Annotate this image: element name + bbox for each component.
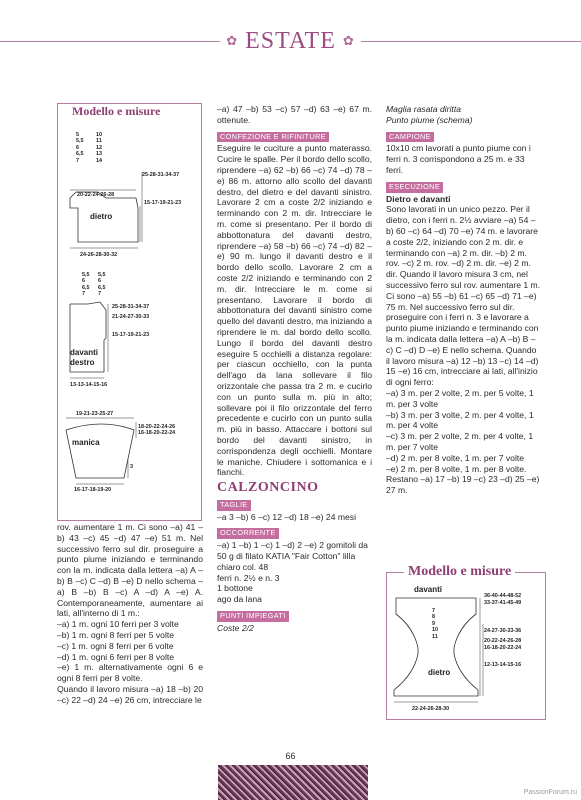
occorrente-line-1: –a) 1 –b) 1 –c) 1 –d) 2 –e) 2 gomitoli da 50 g di filato KATIA "Fair Cotton" lilla chiaro col. 48 <box>217 540 368 572</box>
page-header <box>0 0 581 60</box>
page-title <box>0 28 581 55</box>
schema-davanti-bottom: 13-13-14-15-16 <box>70 382 108 388</box>
section-label-confezione: CONFEZIONE E RIFINITURE <box>217 132 329 143</box>
esecuzione-text: Sono lavorati in un unico pezzo. Per il dietro, con i ferri n. 2½ avviare –a) 54 –b) 60 –c) 64 –d) 70 –e) 74 m. e lavorare a coste 2/2, iniziando con 2 m. dir. e terminando con –a) 2 m. dir. –b) 2 m. rov. –c) 2 m. rov. –d) 2 m. dir. –e) 2 m. dir. Quando il lavoro misura 3 cm, nel successivo ferro sul rov. aumentare 1 m. Ci sono –a) 55 –b) 61 –c) 65 –d) 71 –e) 75 m. Nel successivo ferro sul dir. proseguire con i ferri n. 3 e lavorare a punto piume iniziando e terminando con la m. indicata dalla lettera –a) A –b) B –c) C –d) D –e) E nello schema. Quando il lavoro misura –a) 12 –b) 13 –c) 14 –d) 15 –e) 16 cm, intrecciare ai lati, all'inizio di ogni ferro: <box>386 204 541 388</box>
schema-manica-bottom: 16-17-18-19-20 <box>74 487 112 493</box>
schema-davanti-r3: 15-17-19-21-23 <box>112 332 150 338</box>
schema-calz-r6: 12-13-14-15-16 <box>484 662 522 668</box>
schema-davanti-col2: 5,5 6 6,5 7 <box>98 272 106 298</box>
schema-calz-r1: 36-40-44-48-52 <box>484 593 522 599</box>
schema-dietro-bottom: 24-26-28-30-32 <box>80 252 118 258</box>
schema-calz-r5: 16-18-20-22-24 <box>484 645 522 651</box>
left-text-e: –e) 1 m. alternativamente ogni 6 e ogni 8 ferri per 8 volte. <box>57 662 203 684</box>
step-d: –d) 2 m. per 8 volte, 1 m. per 7 volte <box>386 452 525 463</box>
campione-text: 10x10 cm lavorati a punto piume con i ferri n. 3 corrispondono a 25 m. e 33 ferri. <box>386 143 531 175</box>
section-label-occorrente: OCCORRENTE <box>217 528 279 539</box>
step-b: –b) 3 m. per 3 volte, 2 m. per 4 volte, 1 m. per 4 volte <box>386 409 534 431</box>
schema-calz-r3: 24-27-30-33-36 <box>484 628 522 634</box>
left-text-intro: rov. aumentare 1 m. Ci sono –a) 41 –b) 43 –c) 45 –d) 47 –e) 51 m. Nel successivo ferro sul dir. proseguire a punto piume iniziando e terminando con la m. indicata dalla lettera –a) A –b) B –c) C –d) B –e) D nello schema –a) B –b) B –c) A –d) A –e) A. Contemporaneamente, aumentare ai lati, all'interno di 1 m.: <box>57 522 203 619</box>
left-text-a: –a) 1 m. ogni 10 ferri per 3 volte <box>57 619 179 630</box>
schema-calz-bottom-label: dietro <box>428 668 451 677</box>
section-label-campione: CAMPIONE <box>386 132 434 143</box>
esecuzione-subtitle: Dietro e davanti <box>386 193 451 204</box>
punti-text: Coste 2/2 <box>217 622 254 633</box>
schema-davanti-shape <box>62 268 202 388</box>
model-measures-title-2: Modello e misure <box>404 564 515 580</box>
schema-calz-nums: 7 8 9 10 11 <box>432 608 438 640</box>
schema-manica <box>62 408 202 498</box>
schema-dietro-col1: 5 5,5 6 6,5 7 <box>76 132 84 164</box>
schema-dietro <box>62 128 202 263</box>
schema-manica-r1: 18-20-22-24-26 <box>138 424 176 430</box>
schema-calz-r2: 33-37-41-45-49 <box>484 600 522 606</box>
schema-davanti-r2: 21-24-27-30-33 <box>112 314 150 320</box>
left-column-text <box>57 522 203 706</box>
schema-manica-label: manica <box>72 438 100 447</box>
step-rest: Restano –a) 17 –b) 19 –c) 23 –d) 25 –e) 27 m. <box>386 474 540 496</box>
section-label-taglie: TAGLIE <box>217 500 251 511</box>
right-column <box>386 104 541 496</box>
schema-calz-bottom: 22-24-26-28-30 <box>412 706 450 712</box>
flower-icon: ✿ <box>342 33 355 48</box>
punti-line-2: Punto piume (schema) <box>386 114 473 125</box>
left-text-b: –b) 1 m. ogni 8 ferri per 5 volte <box>57 629 175 640</box>
step-e: –e) 2 m. per 8 volte, 1 m. per 8 volte. <box>386 463 527 474</box>
schema-davanti-col1: 5,5 6 6,5 7 <box>82 272 90 298</box>
confezione-text: Eseguire le cuciture a punto materasso. Cucire le spalle. Per il bordo dello scollo, riprendere –a) 62 –b) 66 –c) 74 –d) 78 –e) 86 m. attorno allo scollo del davanti destro, del dietro e del davanti sinistro. Lavorare 2 cm a coste 2/2 iniziando e terminando con 2 m. dir. Intrecciare le m. come si presentano. Per il bordo di abbottonatura del davanti destro, riprendere –a) 58 –b) 66 –c) 74 –d) 82 –e) 90 m. lungo il davanti destro e il bordo dello scollo. Lavorare 2 cm a coste 2/2 iniziando e terminando con 2 m. dir. Intrecciare le m. come si presentano. Lavorare il bordo di abbottonatura del davanti sinistro come quello del davanti destro, ma iniziando a riprendere le m. dal bordo dello scollo. Lungo il bordo del davanti destro eseguire 5 occhielli a distanza regolare: per ciascun occhiello, con la punta dell'ago da lana sollevare il filo orizzontale che passa tra 2 m. e cucirlo con un punto sulla m. più in alto; sollevare poi il filo orizzontale del ferro precedente e cucirlo con un punto sulla m. più in basso. Attaccare i bottoni sul bordo del davanti sinistro, in corrispondenza degli occhielli. Montare le maniche. Chiudere i sottomanica e i fianchi. <box>217 143 372 478</box>
page-title-text: ESTATE <box>245 28 336 54</box>
schema-dietro-r1: 25-28-31-34-37 <box>142 172 180 178</box>
left-text-c: –c) 1 m. ogni 8 ferri per 6 volte <box>57 640 174 651</box>
schema-calzoncino <box>392 584 542 716</box>
schema-manica-shape <box>62 408 202 498</box>
calzoncino-heading: CALZONCINO <box>217 480 319 496</box>
section-label-esecuzione: ESECUZIONE <box>386 182 443 193</box>
occorrente-line-3: 1 bottone <box>217 583 253 594</box>
middle-intro: –a) 47 –b) 53 –c) 57 –d) 63 –e) 67 m. ottenute. <box>217 104 372 125</box>
page-number: 66 <box>285 751 296 761</box>
taglie-text: –a 3 –b) 6 –c) 12 –d) 18 –e) 24 mesi <box>217 511 357 522</box>
schema-calz-top-label: davanti <box>414 585 443 594</box>
middle-column <box>217 104 372 634</box>
schema-davanti-label: davanti destro <box>70 348 99 367</box>
schema-dietro-col2: 10 11 12 13 14 <box>96 132 102 164</box>
schema-dietro-topw: 20-22-24-26-28 <box>77 192 115 198</box>
step-c: –c) 3 m. per 2 volte, 2 m. per 4 volte, 1 m. per 7 volte <box>386 431 534 452</box>
schema-davanti-r1: 25-28-31-34-37 <box>112 304 150 310</box>
schema-dietro-label: dietro <box>90 212 113 221</box>
decorative-pattern <box>218 765 368 800</box>
occorrente-line-4: ago da lana <box>217 594 262 605</box>
step-a: –a) 3 m. per 2 volte, 2 m. per 5 volte, 1 m. per 3 volte <box>386 387 534 409</box>
schema-dietro-r2: 15-17-19-21-23 <box>144 200 182 206</box>
left-text-end: Quando il lavoro misura –a) 18 –b) 20 –c) 22 –d) 24 –e) 26 cm, intrecciare le <box>57 683 203 705</box>
schema-manica-top: 19-21-23-25-27 <box>76 411 114 417</box>
schema-manica-side: 3 <box>130 464 133 470</box>
occorrente-line-2: ferri n. 2½ e n. 3 <box>217 572 280 583</box>
schema-davanti <box>62 268 202 388</box>
left-text-d: –d) 1 m. ogni 6 ferri per 8 volte <box>57 651 175 662</box>
model-measures-title: Modello e misure <box>68 104 164 119</box>
schema-calz-r4: 20-22-24-26-28 <box>484 638 522 644</box>
punti-line-1: Maglia rasata diritta <box>386 104 461 114</box>
schema-manica-r2: 16-18-20-22-24 <box>138 430 176 436</box>
section-label-punti: PUNTI IMPIEGATI <box>217 611 289 622</box>
watermark: PassionForum.ru <box>523 789 577 796</box>
flower-icon: ✿ <box>226 33 239 48</box>
